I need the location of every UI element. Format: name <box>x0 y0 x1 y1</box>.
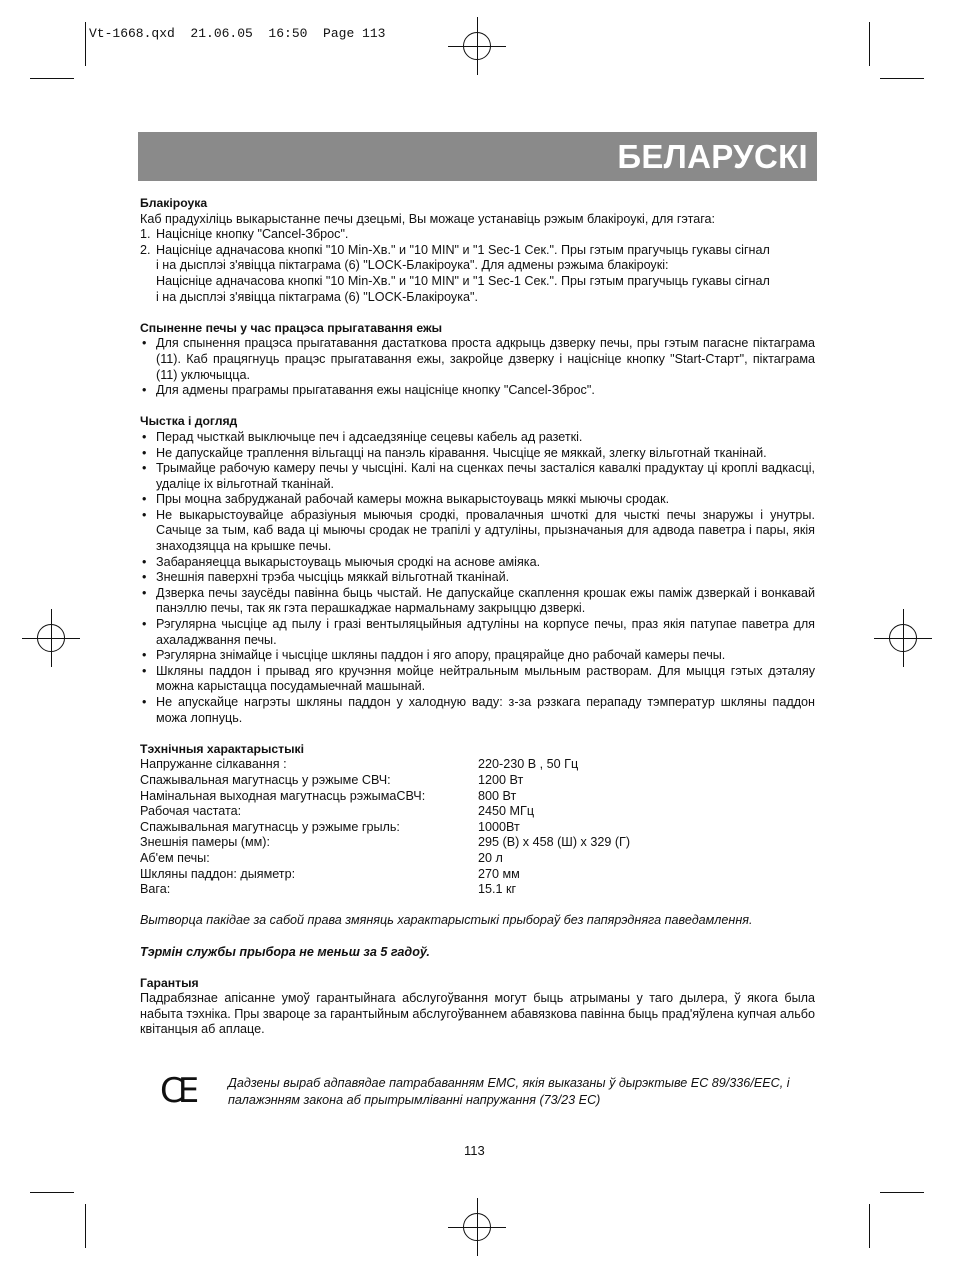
crop-mark <box>30 78 74 79</box>
crop-mark <box>30 1192 74 1193</box>
list-item: • Рэгулярна чысціце ад пылу і гразі вентыляцыйныя адтуліны на корпусе печы, праз якія патупае паветра для ахаладжвання печы. <box>142 617 815 647</box>
bullet-text: Не выкарыстоувайце абразіуныя мыючыя сродкі, провалачныя шчоткі для чысткі печы знаружы і унутры. Сачыце за тым, каб вада ці мыючы сродак не трапілі у адтуліны, прызначаныя для адвода паветра і пары, якія знаходзяцца на крышке печы. <box>156 507 815 554</box>
ce-compliance <box>160 1073 820 1113</box>
list-item: • Перад чысткай выключыце печ і адсаедзяніце сецевы кабель ад разеткі. <box>140 430 815 446</box>
list-item <box>140 243 815 305</box>
spec-value: 295 (В) х 458 (Ш) х 329 (Г) <box>478 835 631 850</box>
ce-mark-icon: CE <box>160 1071 194 1111</box>
list-item: • Пры моцна забруджанай рабочай камеры можна выкарыстоуваць мяккі мыючы сродак. <box>140 492 815 508</box>
spec-value: 20 л <box>478 850 503 865</box>
warranty-text: Падрабязнае апісанне умоў гарантыйнага абслугоўвання могут быць атрыманы у таго дылера, ў якога была набыта тэхніка. Пры звароце за гарантыйным абслугоўваннем абавязкова павінна быць прад'яўлена купчая альбо квітанцыя аб аплаце. <box>140 991 815 1037</box>
spec-row <box>140 773 815 789</box>
spec-value: 1000Вт <box>478 819 520 834</box>
spec-row <box>140 882 815 898</box>
crop-mark <box>85 22 86 66</box>
section-title-care: Чыстка і догляд <box>140 414 238 429</box>
page-content <box>140 196 815 1038</box>
list-item: • Не дапускайце траплення вільгацці на панэль кіравання. Чысціце яе мяккай, злегку вільготнай тканінай. <box>140 446 815 462</box>
ce-statement <box>228 1075 816 1109</box>
spec-row <box>140 867 815 883</box>
print-header: Vt-1668.qxd 21.06.05 16:50 Page 113 <box>89 26 386 41</box>
spec-row <box>140 757 815 773</box>
spec-value: 800 Вт <box>478 788 517 803</box>
spec-value: 2450 МГц <box>478 804 535 819</box>
spec-row <box>140 835 815 851</box>
bullet-text: Рэгулярна знімайце і чысціце шкляны паддон і яго апору, працярайце дно рабочай камеры печы. <box>156 648 726 663</box>
crop-mark <box>85 1204 86 1248</box>
list-item: • Не выкарыстоувайце абразіуныя мыючыя сродкі, провалачныя шчоткі для чысткі печы знаружы і унутры. Сачыце за тым, каб вада ці мыючы сродак не трапілі у адтуліны, прызначаныя для адвода паветра і пары, якія знаходзяцца на крышке печы. <box>142 507 815 554</box>
spec-value: 220-230 В , 50 Гц <box>478 757 579 772</box>
spec-value: 1200 Вт <box>478 772 524 787</box>
bullet-text: Перад чысткай выключыце печ і адсаедзяніце сецевы кабель ад разеткі. <box>156 429 583 444</box>
spec-value: 15.1 кг <box>478 882 517 897</box>
spec-row <box>140 804 815 820</box>
spec-label: Намінальная выходная магутнасць рэжымаСВЧ: <box>140 788 426 803</box>
specs-note: Вытворца пакідае за сабой права змяняць характарыстыкі прыбораў без папярэдняга паведамлення. <box>140 913 753 928</box>
bullet-text: Не дапускайце траплення вільгацці на панэль кіравання. Чысціце яе мяккай, злегку вільготнай тканінай. <box>156 445 767 460</box>
spec-row <box>140 851 815 867</box>
registration-mark-icon <box>463 1213 491 1241</box>
spec-label: Вага: <box>140 882 171 897</box>
registration-mark-icon <box>463 32 491 60</box>
ce-statement-line: Дадзены выраб адпавядае патрабаванням ЕМС, якія выказаны ў дырэктыве ЕС 89/336/ЕЕС, і <box>228 1076 790 1090</box>
spec-label: Напружанне сілкавання : <box>140 757 287 772</box>
list-item: • Дзверка печы заусёды павінна быць чыстай. Не дапускайце скаплення крошак ежы паміж дзверкай і вонкавай панэллю печы, так як гэта перашкаджае нармальнаму закрыццю дзверкі. <box>142 585 815 616</box>
list-item: • Не апускайце нагрэты шкляны паддон у халодную ваду: з-за рэзкага перападу тэмператур шкляны паддон можа лопнуць. <box>142 695 815 725</box>
spec-row <box>140 820 815 836</box>
list-item <box>140 227 815 243</box>
lock-intro: Каб прадухіліць выкарыстанне печы дзецьмі, Вы можаце устанавіць рэжым блакіроукі, для гэтага: <box>140 211 716 226</box>
step-number: 1. <box>140 227 151 242</box>
ce-statement-line: палажэнням закона аб прытрымліванні напружання (73/23 ЕС) <box>228 1093 601 1107</box>
list-item: • Трымайце рабочую камеру печы у чысціні. Калі на сценках печы засталіся кавалкі прадуктау ці кроплі вадкасці, удаліце іх вільготнай тканінай. <box>142 461 815 491</box>
service-life: Тэрмін службы прыбора не меньш за 5 гадоў. <box>140 944 430 959</box>
bullet-text: Дзверка печы заусёды павінна быць чыстай. Не дапускайце скаплення крошак ежы паміж дзверкай і вонкавай панэллю печы, так як гэта перашкаджае нармальнаму закрыццю дзверкі. <box>156 585 815 616</box>
language-banner <box>138 132 817 181</box>
crop-mark <box>880 78 924 79</box>
step-text: і на дысплэі з'явіцца піктаграма (6) "LOCK-Блакіроука". <box>156 289 478 304</box>
registration-mark-icon <box>889 624 917 652</box>
step-number: 2. <box>140 242 151 257</box>
list-item: • Шкляны паддон і прывад яго кручэння мойце нейтральным мыльным растворам. Для мыцця гэтых дэталяу можна карыстацца посудамыечнай машынай. <box>142 663 815 694</box>
bullet-text: Пры моцна забруджанай рабочай камеры можна выкарыстоуваць мяккі мыючы сродак. <box>156 492 670 507</box>
crop-mark <box>880 1192 924 1193</box>
list-item: • Для спынення працэса прыгатавання дастаткова проста адкрыць дзверку печы, пры гэтым пагасне піктаграма (11). Каб працягнуць працэс прыгатавання ежы, закройце дзверку і націсніце кнопку "Start-Старт", піктаграма (11) уключыцца. <box>142 336 815 382</box>
spec-row <box>140 789 815 805</box>
step-text: і на дысплэі з'явіцца піктаграма (6) "LOCK-Блакіроука". Для адмены рэжыма блакіроукі: <box>156 258 669 273</box>
spec-label: Спажывальная магутнасць у рэжыме СВЧ: <box>140 772 391 787</box>
bullet-text: Шкляны паддон і прывад яго кручэння мойце нейтральным мыльным растворам. Для мыцця гэтых дэталяу можна карыстацца посудамыечнай машынай. <box>156 663 815 694</box>
spec-label: Спажывальная магутнасць у рэжыме грыль: <box>140 819 400 834</box>
section-title-specs: Тэхнічныя характарыстыкі <box>140 741 305 756</box>
spec-value: 270 мм <box>478 866 520 881</box>
list-item: • Рэгулярна знімайце і чысціце шкляны паддон і яго апору, працярайце дно рабочай камеры печы. <box>140 648 815 664</box>
spec-label: Знешнія памеры (мм): <box>140 835 270 850</box>
crop-mark <box>869 22 870 66</box>
list-item: • Знешнія паверхні трэба чысціць мяккай вільготнай тканінай. <box>140 570 815 586</box>
spec-label: Аб'ем печы: <box>140 850 210 865</box>
step-text: Націсніце адначасова кнопкі "10 Min-Хв." и "10 MIN" и "1 Sec-1 Сек.". Пры гэтым прагучыць гукавы сігнал <box>156 242 770 257</box>
list-item: • Забараняецца выкарыстоуваць мыючыя сродкі на аснове аміяка. <box>140 555 815 571</box>
crop-mark <box>869 1204 870 1248</box>
list-item: • Для адмены праграмы прыгатавання ежы націсніце кнопку "Cancel-Зброс". <box>140 383 815 399</box>
bullet-text: Рэгулярна чысціце ад пылу і гразі вентыляцыйныя адтуліны на корпусе печы, праз якія патупае паветра для ахаладжвання печы. <box>156 617 815 647</box>
spec-label: Рабочая частата: <box>140 804 242 819</box>
page-number: 113 <box>464 1143 485 1158</box>
registration-mark-icon <box>37 624 65 652</box>
section-title-stop: Спыненне печы у час працэса прыгатавання ежы <box>140 320 443 335</box>
bullet-text: Забараняецца выкарыстоуваць мыючыя сродкі на аснове аміяка. <box>156 554 541 569</box>
bullet-text: Не апускайце нагрэты шкляны паддон у халодную ваду: з-за рэзкага перападу тэмператур шкляны паддон можа лопнуць. <box>156 695 815 725</box>
step-text: Націсніце кнопку "Cancel-Зброс". <box>156 227 349 242</box>
bullet-text: Для адмены праграмы прыгатавання ежы націсніце кнопку "Cancel-Зброс". <box>156 383 595 398</box>
bullet-text: Трымайце рабочую камеру печы у чысціні. Калі на сценках печы засталіся кавалкі прадуктау ці кроплі вадкасці, удаліце іх вільготнай тканінай. <box>156 461 815 491</box>
step-text: Націсніце адначасова кнопкі "10 Min-Хв." и "10 MIN" и "1 Sec-1 Сек.". Пры гэтым прагучыць гукавы сігнал <box>156 273 770 288</box>
section-title-lock: Блакіроука <box>140 196 208 210</box>
spec-label: Шкляны паддон: дыяметр: <box>140 866 296 881</box>
banner-title: БЕЛАРУСКІ <box>617 137 808 175</box>
bullet-text: Для спынення працэса прыгатавання дастаткова проста адкрыць дзверку печы, пры гэтым пагасне піктаграма (11). Каб працягнуць працэс прыгатавання ежы, закройце дзверку і націсніце кнопку "Start-Старт", піктаграма (11) уключыцца. <box>156 336 815 382</box>
section-title-warranty: Гарантыя <box>140 975 199 990</box>
bullet-text: Знешнія паверхні трэба чысціць мяккай вільготнай тканінай. <box>156 570 510 585</box>
